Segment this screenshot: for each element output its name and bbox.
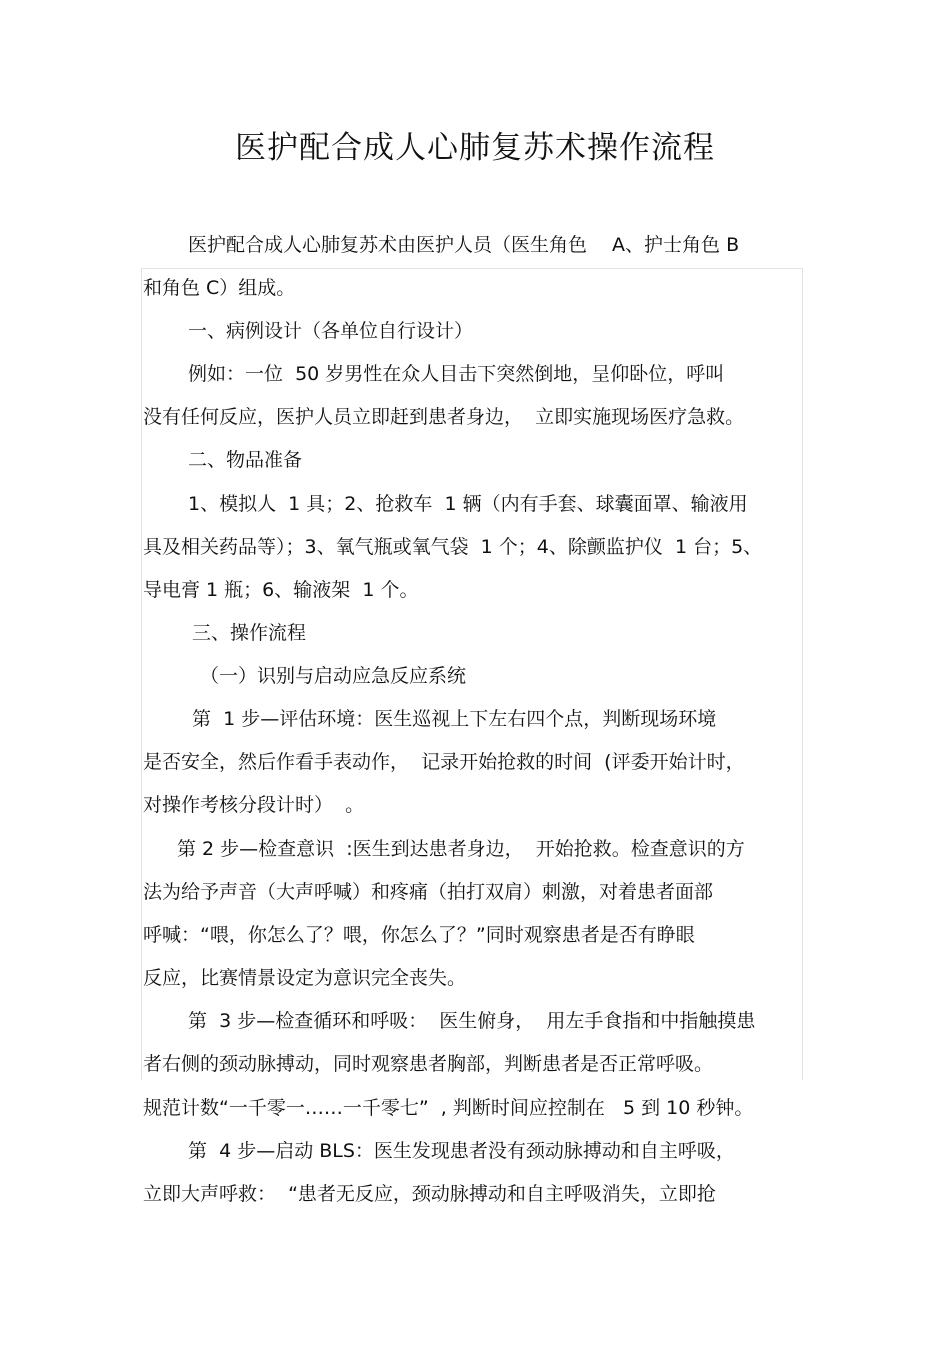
section-heading: 二、物品准备 xyxy=(188,449,303,471)
text-line: 具及相关药品等）；3、氧气瓶或氧气袋 1 个；4、除颤监护仪 1 台；5、 xyxy=(143,536,763,558)
subsection-heading: （一）识别与启动应急反应系统 xyxy=(200,665,467,687)
text-line: 第 3 步—检查循环和呼吸： 医生俯身， 用左手食指和中指触摸患 xyxy=(188,1010,756,1032)
text-line: 呼喊：“喂，你怎么了？喂，你怎么了？”同时观察患者是否有睁眼 xyxy=(143,924,695,946)
text-line: 导电膏 1 瓶；6、输液架 1 个。 xyxy=(143,579,419,601)
document-title: 医护配合成人心肺复苏术操作流程 xyxy=(235,130,715,166)
text-line: 第 4 步—启动 BLS：医生发现患者没有颈动脉搏动和自主呼吸， xyxy=(188,1140,735,1162)
text-line: 规范计数“一千零一……一千零七” , 判断时间应控制在 5 到 10 秒钟。 xyxy=(143,1097,754,1119)
text-line: 和角色 C）组成。 xyxy=(143,277,296,299)
text-line: 者右侧的颈动脉搏动，同时观察患者胸部，判断患者是否正常呼吸。 xyxy=(143,1053,714,1075)
text-line: 第 1 步—评估环境：医生巡视上下左右四个点，判断现场环境 xyxy=(192,708,717,730)
text-line: 医护配合成人心肺复苏术由医护人员（医生角色 A、护士角色 B xyxy=(188,234,740,256)
text-line: 立即大声呼救： “患者无反应，颈动脉搏动和自主呼吸消失，立即抢 xyxy=(143,1183,716,1205)
text-line: 法为给予声音（大声呼喊）和疼痛（拍打双肩）刺激，对着患者面部 xyxy=(143,881,714,903)
text-line: 反应，比赛情景设定为意识完全丧失。 xyxy=(143,967,467,989)
text-line: 没有任何反应，医护人员立即赶到患者身边， 立即实施现场医疗急救。 xyxy=(143,406,745,428)
section-heading: 三、操作流程 xyxy=(192,622,307,644)
section-heading: 一、病例设计（各单位自行设计） xyxy=(188,320,474,342)
text-line: 1、模拟人 1 具；2、抢救车 1 辆（内有手套、球囊面罩、输液用 xyxy=(188,493,748,515)
text-line: 第 2 步—检查意识 :医生到达患者身边， 开始抢救。检查意识的方 xyxy=(177,838,745,860)
text-line: 是否安全，然后作看手表动作， 记录开始抢救的时间 (评委开始计时， xyxy=(143,751,745,773)
text-line: 例如：一位 50 岁男性在众人目击下突然倒地，呈仰卧位，呼叫 xyxy=(188,363,725,385)
text-line: 对操作考核分段计时） 。 xyxy=(143,794,365,816)
